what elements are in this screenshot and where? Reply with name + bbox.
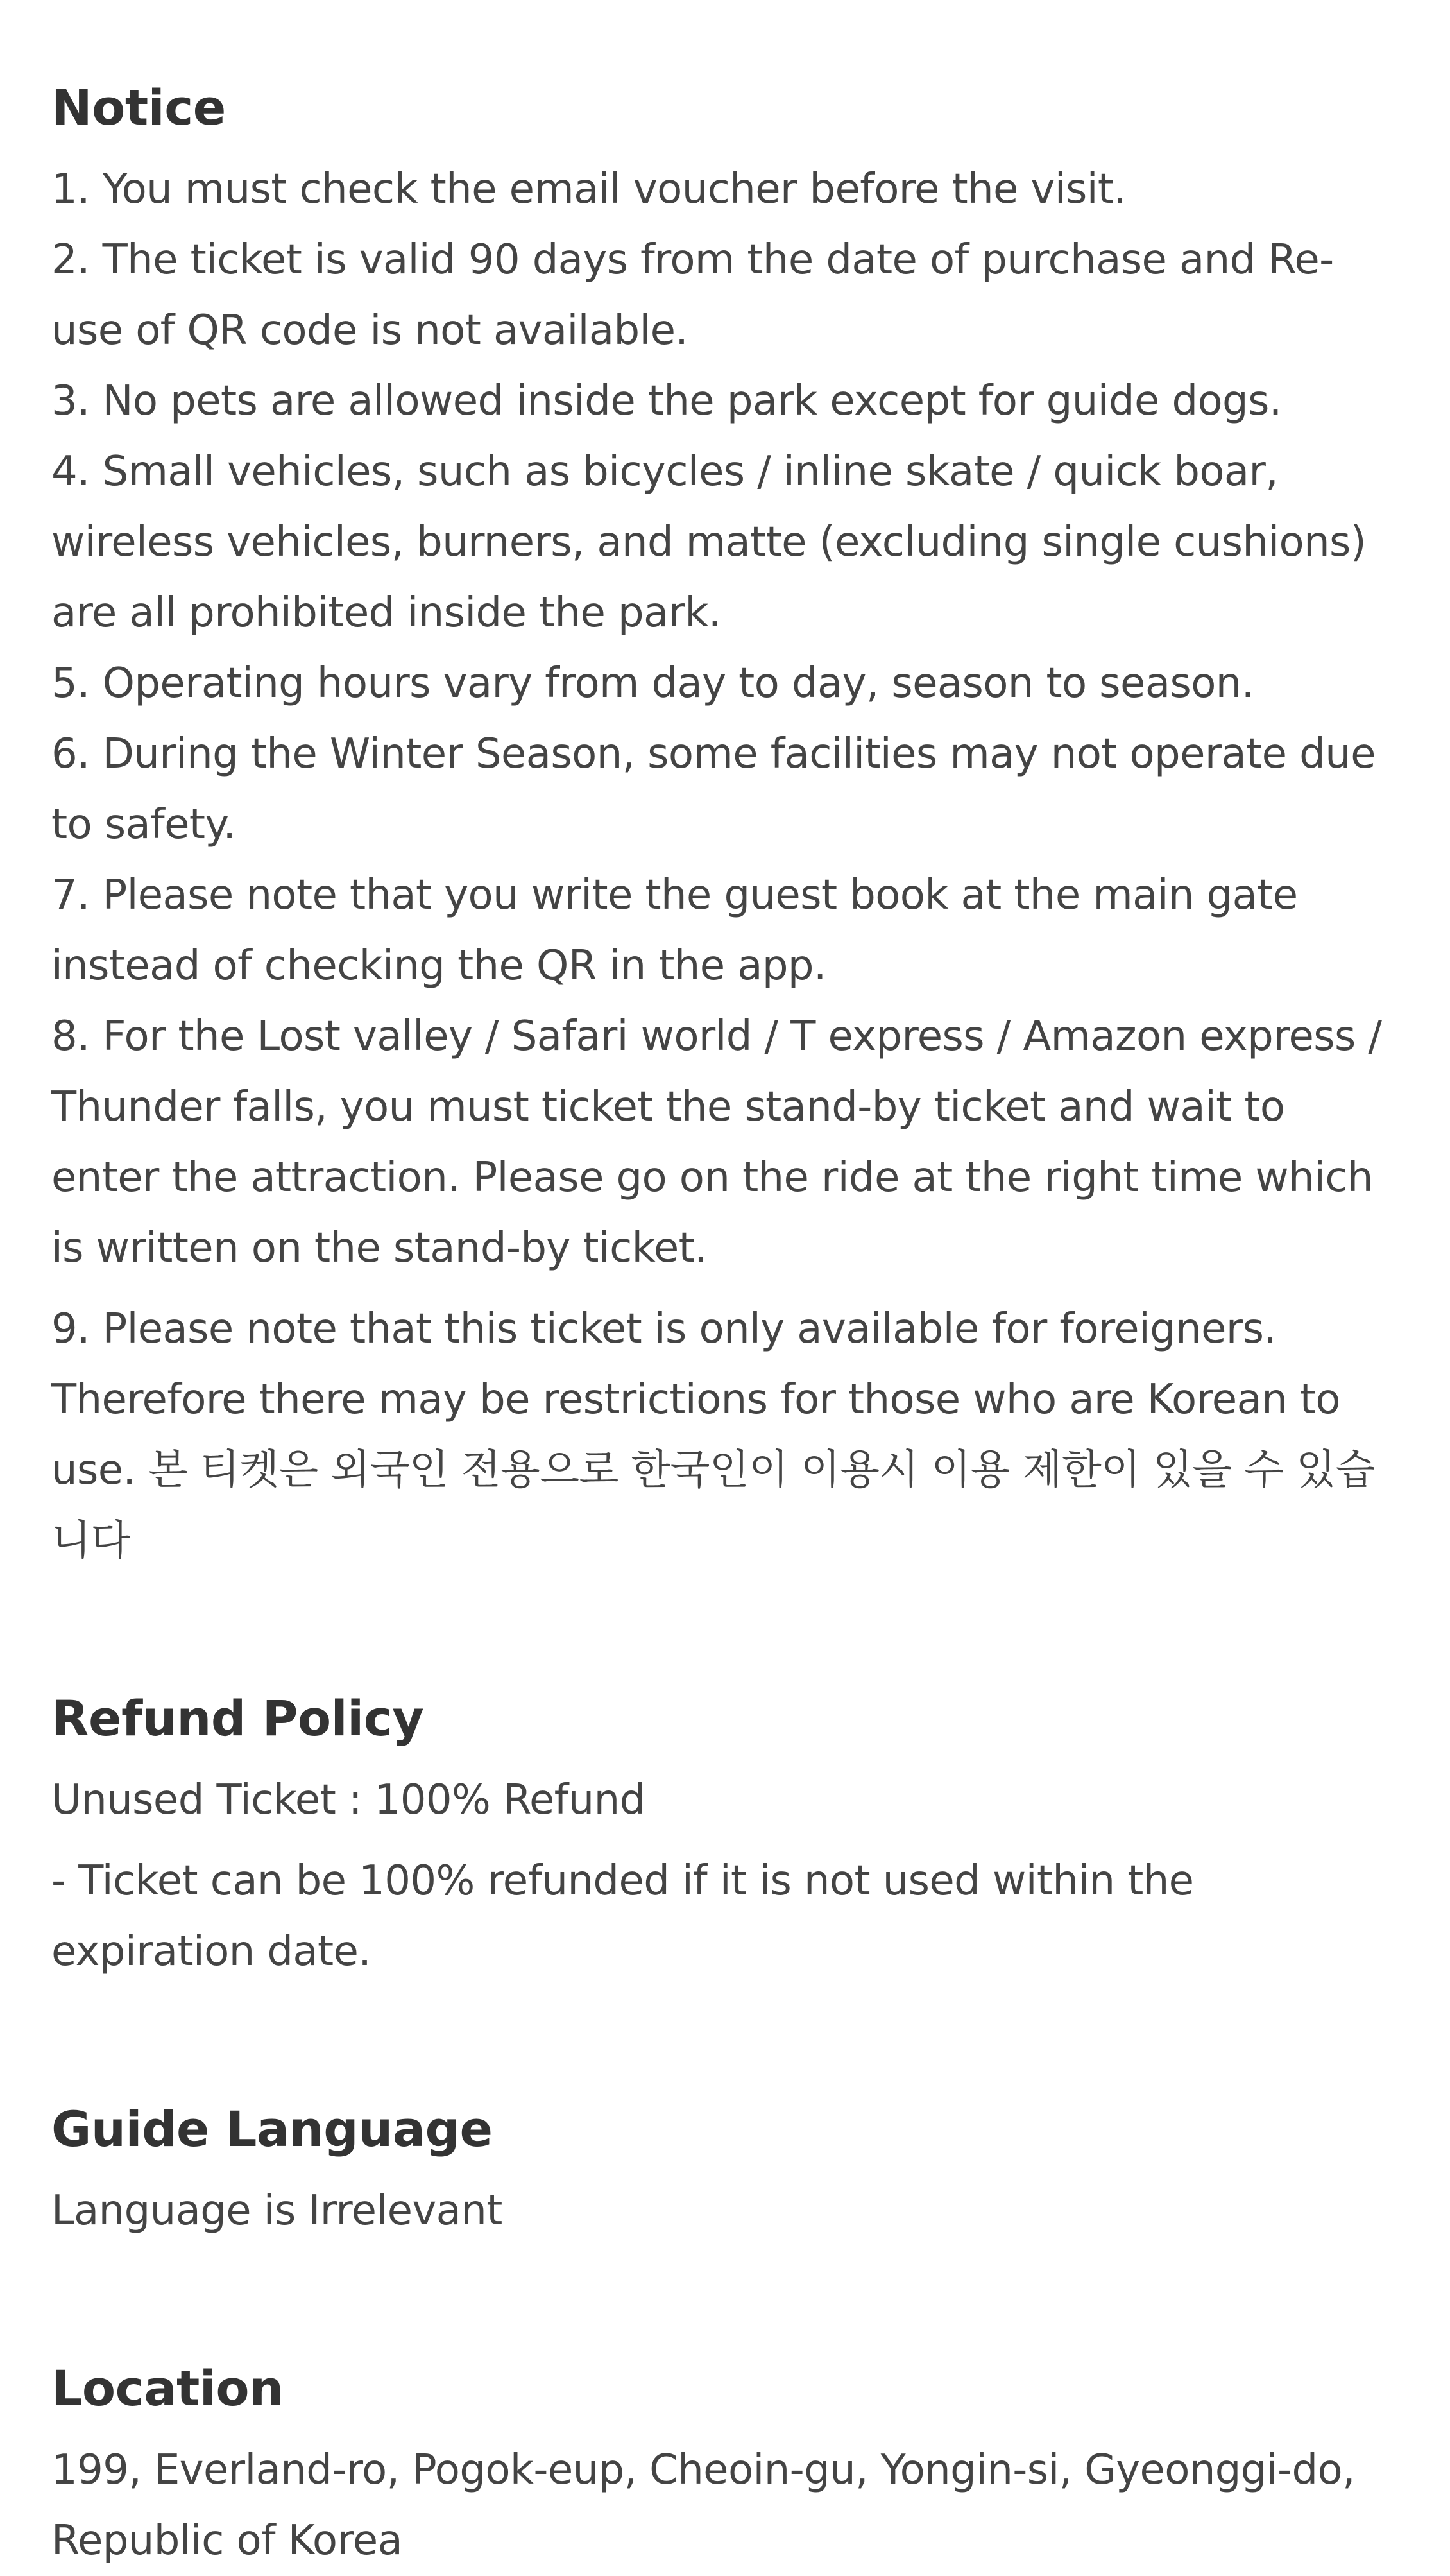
notice-item: 5. Operating hours vary from day to day, season to season.: [51, 660, 1254, 707]
notice-section: [51, 76, 1399, 1576]
notice-title: Notice: [51, 79, 226, 136]
location-title: Location: [51, 2360, 284, 2417]
notice-item: 4. Small vehicles, such as bicycles / inline skate / quick boar, wireless vehicles, burners, and matte (excluding single cushions) are all prohibited inside the park.: [51, 448, 1367, 637]
refund-policy-section: [51, 1687, 1399, 1987]
notice-item: 9. Please note that this ticket is only available for foreigners. Therefore there may be restrictions for those who are Korean to use. 본 티켓은 외국인 전용으로 한국인이 이용시 이용 제한이 있을 수 있습니다: [51, 1305, 1375, 1565]
refund-summary: Unused Ticket : 100% Refund: [51, 1776, 645, 1824]
guide-language-title: Guide Language: [51, 2100, 493, 2158]
notice-item: 3. No pets are allowed inside the park except for guide dogs.: [51, 377, 1282, 425]
refund-policy-title: Refund Policy: [51, 1690, 424, 1747]
notice-item: 1. You must check the email voucher before the visit.: [51, 166, 1127, 213]
notice-item: 8. For the Lost valley / Safari world / T express / Amazon express / Thunder falls, you must ticket the stand-by ticket and wait to enter the attraction. Please go on the ride at the right time which is written on the stand-by ticket.: [51, 1013, 1382, 1272]
guide-language-section: [51, 2097, 1399, 2246]
location-section: [51, 2357, 1399, 2576]
location-address: 199, Everland-ro, Pogok-eup, Cheoin-gu, Yongin-si, Gyeonggi-do, Republic of Korea: [51, 2446, 1355, 2564]
notice-item: 2. The ticket is valid 90 days from the date of purchase and Re-use of QR code is not available.: [51, 236, 1334, 354]
notice-item: 7. Please note that you write the guest book at the main gate instead of checking the QR in the app.: [51, 872, 1298, 990]
notice-item: 6. During the Winter Season, some facilities may not operate due to safety.: [51, 730, 1376, 848]
refund-detail: - Ticket can be 100% refunded if it is not used within the expiration date.: [51, 1857, 1194, 1975]
guide-language-value: Language is Irrelevant: [51, 2187, 502, 2235]
